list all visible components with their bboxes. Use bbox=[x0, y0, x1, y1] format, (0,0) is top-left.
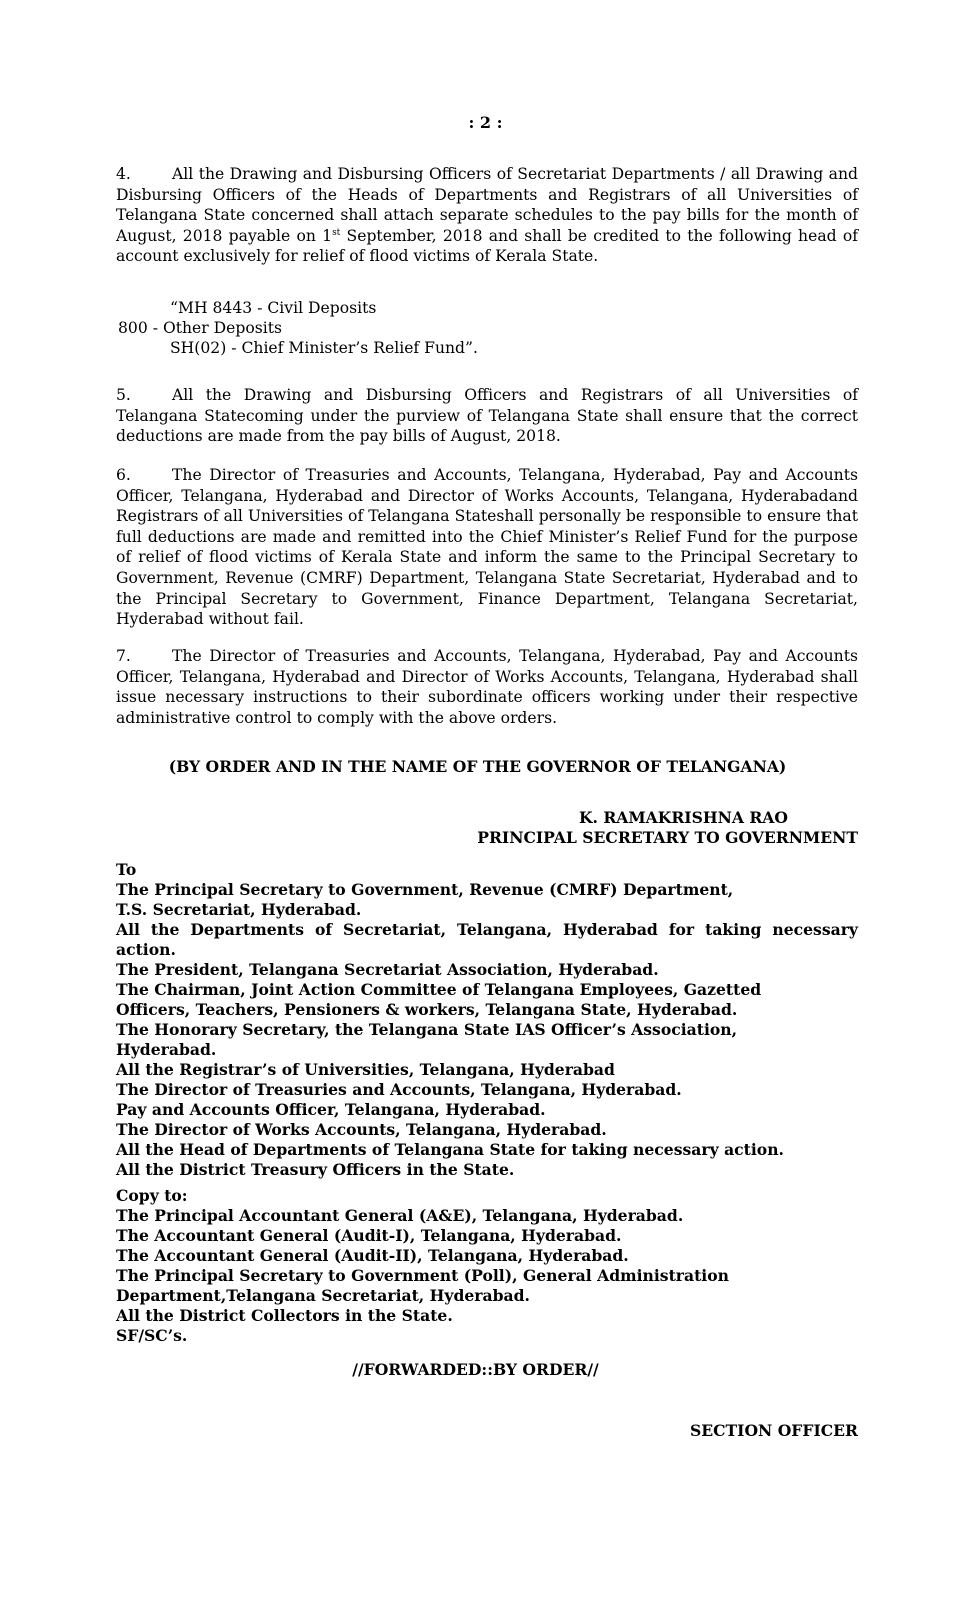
recipient-line: All the Head of Departments of Telangana State for taking necessary action. bbox=[116, 1140, 784, 1159]
paragraph-number: 4. bbox=[116, 165, 131, 183]
head-of-account-line-1: “MH 8443 - Civil Deposits bbox=[170, 299, 377, 317]
recipient-line: All the District Treasury Officers in the State. bbox=[116, 1160, 515, 1179]
head-of-account-line-3: SH(02) - Chief Minister’s Relief Fund”. bbox=[170, 339, 478, 357]
recipient-line: Hyderabad. bbox=[116, 1040, 217, 1059]
copy-to-label: Copy to: bbox=[116, 1186, 188, 1205]
to-label: To bbox=[116, 860, 137, 879]
recipient-line: T.S. Secretariat, Hyderabad. bbox=[116, 900, 362, 919]
paragraph-number: 6. bbox=[116, 466, 131, 484]
section-officer: SECTION OFFICER bbox=[690, 1421, 858, 1440]
page-number: : 2 : bbox=[468, 113, 503, 132]
paragraph-7 bbox=[116, 646, 858, 728]
recipient-line: All the Registrar’s of Universities, Telangana, Hyderabad bbox=[116, 1060, 615, 1079]
recipient-line: The Chairman, Joint Action Committee of Telangana Employees, Gazetted bbox=[116, 980, 762, 999]
recipient-line: The Director of Works Accounts, Telangana, Hyderabad. bbox=[116, 1120, 607, 1139]
paragraph-text-continued: September, 2018 and shall be credited to the following head of account exclusively for relief of flood victims of Kerala State. bbox=[116, 226, 858, 266]
copy-line: The Principal Accountant General (A&E), Telangana, Hyderabad. bbox=[116, 1206, 684, 1225]
superscript: st bbox=[332, 227, 341, 238]
paragraph-number: 5. bbox=[116, 386, 131, 404]
recipient-line: The Honorary Secretary, the Telangana State IAS Officer’s Association, bbox=[116, 1020, 738, 1039]
recipient-line: The Principal Secretary to Government, Revenue (CMRF) Department, bbox=[116, 880, 734, 899]
recipient-line: action. bbox=[116, 940, 176, 959]
recipient-line: The Director of Treasuries and Accounts, Telangana, Hyderabad. bbox=[116, 1080, 682, 1099]
paragraph-text: All the Drawing and Disbursing Officers of Secretariat Departments / all Drawing and Disbursing Officers of the Heads of Departments and Registrars of all Universities of Telangana State concerned shall attach separate schedules to the pay bills for the month of August, 2018 payable on 1 bbox=[116, 165, 858, 245]
paragraph-6 bbox=[116, 465, 858, 630]
by-order-line: (BY ORDER AND IN THE NAME OF THE GOVERNOR OF TELANGANA) bbox=[168, 757, 787, 776]
copy-line: Department,Telangana Secretariat, Hyderabad. bbox=[116, 1286, 530, 1305]
signatory-designation: PRINCIPAL SECRETARY TO GOVERNMENT bbox=[477, 828, 858, 847]
head-of-account-line-2: 800 - Other Deposits bbox=[118, 319, 283, 337]
paragraph-text: The Director of Treasuries and Accounts, Telangana, Hyderabad, Pay and Accounts Officer, Telangana, Hyderabad and Director of Works Accounts, Telangana, Hyderabad shall issue necessary instructions to their subordinate officers working under their respective administrative control to comply with the above orders. bbox=[116, 647, 858, 727]
recipient-line: All the Departments of Secretariat, Telangana, Hyderabad for taking necessary bbox=[116, 920, 858, 939]
paragraph-4 bbox=[116, 164, 858, 267]
recipient-line: The President, Telangana Secretariat Association, Hyderabad. bbox=[116, 960, 659, 979]
copy-line: The Principal Secretary to Government (Poll), General Administration bbox=[116, 1266, 729, 1285]
recipient-line: Officers, Teachers, Pensioners & workers, Telangana State, Hyderabad. bbox=[116, 1000, 738, 1019]
paragraph-text: All the Drawing and Disbursing Officers and Registrars of all Universities of Telangana Statecoming under the purview of Telangana State shall ensure that the correct deductions are made from the pay bills of August, 2018. bbox=[116, 386, 858, 446]
forwarded-by-order: //FORWARDED::BY ORDER// bbox=[352, 1360, 599, 1379]
copy-line: The Accountant General (Audit-II), Telangana, Hyderabad. bbox=[116, 1246, 629, 1265]
copy-line: SF/SC’s. bbox=[116, 1326, 188, 1345]
copy-line: All the District Collectors in the State. bbox=[116, 1306, 453, 1325]
signatory-name: K. RAMAKRISHNA RAO bbox=[578, 808, 788, 827]
paragraph-5 bbox=[116, 385, 858, 447]
recipient-line: Pay and Accounts Officer, Telangana, Hyderabad. bbox=[116, 1100, 546, 1119]
paragraph-text: The Director of Treasuries and Accounts, Telangana, Hyderabad, Pay and Accounts Officer, Telangana, Hyderabad and Director of Works Accounts, Telangana, Hyderabadand Registrars of all Universities of Telangana Stateshall personally be responsible to ensure that full deductions are made and remitted into the Chief Minister’s Relief Fund for the purpose of relief of flood victims of Kerala State and inform the same to the Principal Secretary to Government, Revenue (CMRF) Department, Telangana State Secretariat, Hyderabad and to the Principal Secretary to Government, Finance Department, Telangana Secretariat, Hyderabad without fail. bbox=[116, 466, 858, 629]
copy-line: The Accountant General (Audit-I), Telangana, Hyderabad. bbox=[116, 1226, 622, 1245]
paragraph-number: 7. bbox=[116, 647, 131, 665]
